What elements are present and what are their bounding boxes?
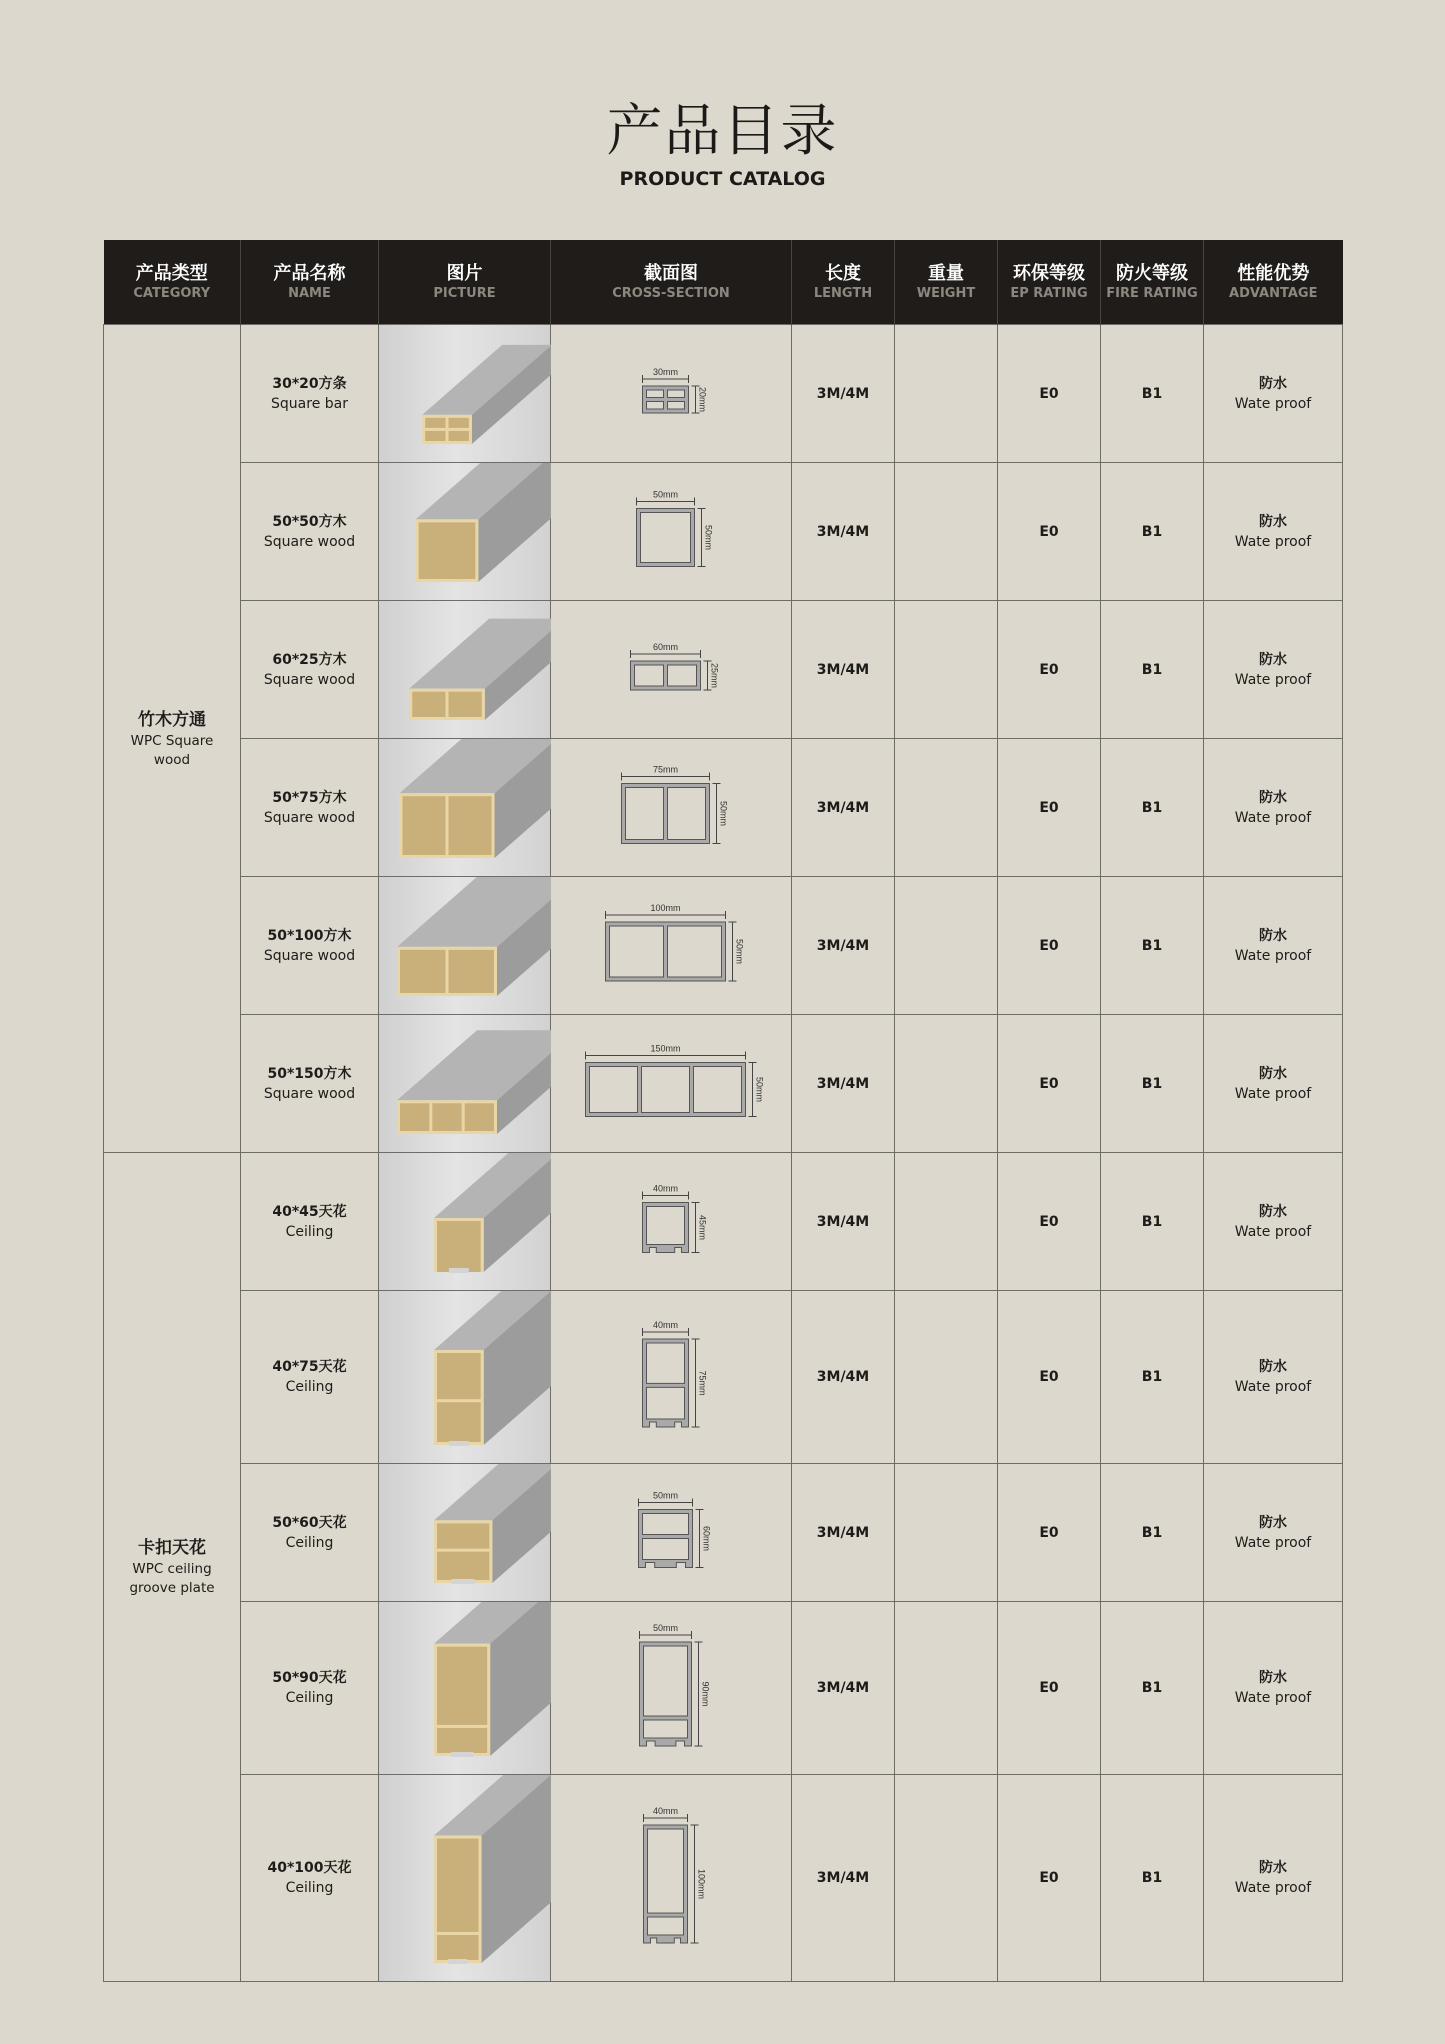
cross-section-cell bbox=[551, 1153, 792, 1291]
advantage-en: Wate proof bbox=[1234, 395, 1312, 412]
product-name-en: Ceiling bbox=[285, 1690, 334, 1706]
height-dimension-label: 50mm bbox=[718, 800, 729, 827]
advantage-cn: 防水 bbox=[1259, 1514, 1287, 1531]
advantage-cn: 防水 bbox=[1259, 513, 1287, 530]
weight-cell bbox=[895, 601, 998, 739]
product-name-cell bbox=[241, 463, 379, 601]
table-row bbox=[104, 1464, 1343, 1602]
length-cell bbox=[792, 325, 895, 463]
height-dimension-label: 50mm bbox=[703, 524, 714, 551]
weight-cell bbox=[895, 877, 998, 1015]
category-cell bbox=[104, 325, 241, 1153]
ep-rating-cell bbox=[998, 739, 1101, 877]
width-dimension-label: 50mm bbox=[652, 1623, 679, 1633]
category-name-cn: 竹木方通 bbox=[138, 709, 206, 730]
advantage-cn: 防水 bbox=[1259, 1203, 1287, 1220]
product-name-cn: 50*100方木 bbox=[267, 927, 352, 944]
header-cross-section: 截面图 CROSS-SECTION bbox=[551, 240, 792, 325]
ep-rating-cell bbox=[998, 1015, 1101, 1153]
fire-rating-cell bbox=[1101, 1291, 1204, 1464]
product-name-cn: 60*25方木 bbox=[272, 651, 347, 668]
fire-rating-cell bbox=[1101, 1153, 1204, 1291]
table-row bbox=[104, 877, 1343, 1015]
advantage-cn: 防水 bbox=[1259, 1860, 1287, 1876]
picture-cell bbox=[379, 1464, 551, 1602]
width-dimension-label: 50mm bbox=[652, 1490, 679, 1501]
product-name-cell bbox=[241, 1775, 379, 1982]
advantage-en: Wate proof bbox=[1234, 947, 1312, 964]
advantage-en: Wate proof bbox=[1234, 1534, 1312, 1551]
ep-rating-cell bbox=[998, 1464, 1101, 1602]
length-cell bbox=[792, 1291, 895, 1464]
product-name-en: Square wood bbox=[263, 671, 356, 688]
length-cell bbox=[792, 739, 895, 877]
picture-cell bbox=[379, 463, 551, 601]
advantage-en: Wate proof bbox=[1234, 1223, 1312, 1240]
category-name-en: WPC ceiling bbox=[132, 1561, 212, 1577]
product-photo bbox=[379, 325, 551, 462]
advantage-en: Wate proof bbox=[1234, 1379, 1312, 1395]
weight-cell bbox=[895, 1602, 998, 1775]
advantage-cell bbox=[1204, 1153, 1343, 1291]
length-value: 3M/4M bbox=[816, 661, 870, 678]
width-dimension-label: 40mm bbox=[652, 1806, 679, 1816]
advantage-cell bbox=[1204, 601, 1343, 739]
product-name-cn: 40*75天花 bbox=[272, 1359, 347, 1375]
width-dimension-label: 50mm bbox=[652, 489, 679, 500]
fire-rating-cell bbox=[1101, 325, 1204, 463]
product-name-en: Ceiling bbox=[285, 1880, 334, 1896]
advantage-cell bbox=[1204, 1291, 1343, 1464]
width-dimension-label: 30mm bbox=[652, 367, 679, 377]
ep-rating-value: E0 bbox=[1039, 1680, 1059, 1696]
product-photo bbox=[379, 739, 551, 876]
product-name-cell bbox=[241, 1153, 379, 1291]
weight-cell bbox=[895, 1464, 998, 1602]
advantage-en: Wate proof bbox=[1234, 1085, 1312, 1102]
weight-cell bbox=[895, 463, 998, 601]
length-value: 3M/4M bbox=[816, 937, 870, 954]
ep-rating-cell bbox=[998, 1153, 1101, 1291]
cross-section-cell bbox=[551, 1291, 792, 1464]
product-photo bbox=[379, 1291, 551, 1463]
product-photo bbox=[379, 1602, 551, 1774]
cross-section-cell bbox=[551, 1602, 792, 1775]
length-cell bbox=[792, 1153, 895, 1291]
product-name-cell bbox=[241, 1464, 379, 1602]
product-name-en: Square wood bbox=[263, 947, 356, 964]
product-name-cell bbox=[241, 877, 379, 1015]
advantage-en: Wate proof bbox=[1234, 809, 1312, 826]
fire-rating-value: B1 bbox=[1141, 385, 1163, 402]
advantage-en: Wate proof bbox=[1234, 671, 1312, 688]
weight-cell bbox=[895, 325, 998, 463]
product-name-en: Square bar bbox=[271, 395, 348, 412]
table-row bbox=[104, 739, 1343, 877]
header-category: 产品类型 CATEGORY bbox=[104, 240, 241, 325]
height-dimension-label: 45mm bbox=[697, 1214, 708, 1241]
width-dimension-label: 40mm bbox=[652, 1320, 679, 1330]
fire-rating-cell bbox=[1101, 1464, 1204, 1602]
category-cell bbox=[104, 1153, 241, 1982]
length-cell bbox=[792, 1015, 895, 1153]
ep-rating-value: E0 bbox=[1039, 937, 1059, 954]
length-cell bbox=[792, 1602, 895, 1775]
product-table bbox=[103, 240, 1343, 1982]
fire-rating-value: B1 bbox=[1141, 1213, 1163, 1230]
width-dimension-label: 100mm bbox=[650, 903, 681, 913]
table-row bbox=[104, 1015, 1343, 1153]
product-name-cell bbox=[241, 739, 379, 877]
fire-rating-cell bbox=[1101, 877, 1204, 1015]
ep-rating-value: E0 bbox=[1039, 1524, 1059, 1541]
fire-rating-cell bbox=[1101, 1775, 1204, 1982]
width-dimension-label: 150mm bbox=[650, 1043, 681, 1054]
product-photo bbox=[379, 1464, 551, 1601]
length-cell bbox=[792, 1775, 895, 1982]
product-name-cell bbox=[241, 601, 379, 739]
cross-section-drawing bbox=[551, 463, 792, 600]
page-title: 产品目录 bbox=[606, 99, 839, 164]
fire-rating-value: B1 bbox=[1141, 1524, 1163, 1541]
length-value: 3M/4M bbox=[816, 1524, 870, 1541]
ep-rating-cell bbox=[998, 325, 1101, 463]
height-dimension-label: 75mm bbox=[697, 1370, 708, 1396]
length-value: 3M/4M bbox=[816, 385, 870, 402]
width-dimension-label: 75mm bbox=[652, 764, 679, 775]
length-value: 3M/4M bbox=[816, 523, 870, 540]
cross-section-drawing bbox=[551, 1291, 792, 1463]
width-dimension-label: 40mm bbox=[652, 1183, 679, 1194]
product-name-en: Square wood bbox=[263, 533, 356, 550]
advantage-cn: 防水 bbox=[1259, 1359, 1287, 1375]
product-name-cn: 50*150方木 bbox=[267, 1065, 352, 1082]
advantage-cell bbox=[1204, 463, 1343, 601]
length-value: 3M/4M bbox=[816, 799, 870, 816]
table-row bbox=[104, 1153, 1343, 1291]
product-photo bbox=[379, 877, 551, 1014]
ep-rating-value: E0 bbox=[1039, 523, 1059, 540]
table-row bbox=[104, 601, 1343, 739]
weight-cell bbox=[895, 739, 998, 877]
picture-cell bbox=[379, 1015, 551, 1153]
cross-section-drawing bbox=[551, 739, 792, 876]
ep-rating-cell bbox=[998, 1291, 1101, 1464]
fire-rating-value: B1 bbox=[1141, 1870, 1163, 1886]
cross-section-cell bbox=[551, 1015, 792, 1153]
fire-rating-cell bbox=[1101, 1602, 1204, 1775]
table-row bbox=[104, 325, 1343, 463]
category-name-cn: 卡扣天花 bbox=[138, 1538, 206, 1558]
ep-rating-value: E0 bbox=[1039, 1213, 1059, 1230]
length-cell bbox=[792, 601, 895, 739]
advantage-cn: 防水 bbox=[1259, 789, 1287, 806]
product-name-cn: 50*50方木 bbox=[272, 513, 347, 530]
product-photo bbox=[379, 463, 551, 600]
height-dimension-label: 25mm bbox=[709, 662, 720, 689]
ep-rating-cell bbox=[998, 1602, 1101, 1775]
picture-cell bbox=[379, 601, 551, 739]
picture-cell bbox=[379, 739, 551, 877]
picture-cell bbox=[379, 1153, 551, 1291]
product-name-cn: 50*75方木 bbox=[272, 789, 347, 806]
product-photo bbox=[379, 1015, 551, 1152]
cross-section-cell bbox=[551, 1775, 792, 1982]
ep-rating-cell bbox=[998, 463, 1101, 601]
product-name-cell bbox=[241, 1602, 379, 1775]
advantage-cell bbox=[1204, 1464, 1343, 1602]
header-length: 长度 LENGTH bbox=[792, 240, 895, 325]
product-name-cn: 50*60天花 bbox=[272, 1514, 347, 1531]
cross-section-cell bbox=[551, 325, 792, 463]
length-cell bbox=[792, 877, 895, 1015]
advantage-en: Wate proof bbox=[1234, 1880, 1312, 1896]
ep-rating-value: E0 bbox=[1039, 799, 1059, 816]
ep-rating-cell bbox=[998, 877, 1101, 1015]
fire-rating-value: B1 bbox=[1141, 1680, 1163, 1696]
advantage-cell bbox=[1204, 739, 1343, 877]
advantage-cell bbox=[1204, 877, 1343, 1015]
picture-cell bbox=[379, 1291, 551, 1464]
ep-rating-cell bbox=[998, 1775, 1101, 1982]
category-name-en: WPC Square bbox=[130, 732, 214, 749]
cross-section-cell bbox=[551, 877, 792, 1015]
advantage-en: Wate proof bbox=[1234, 533, 1312, 550]
advantage-cell bbox=[1204, 1602, 1343, 1775]
length-cell bbox=[792, 463, 895, 601]
cross-section-drawing bbox=[551, 1015, 792, 1152]
fire-rating-cell bbox=[1101, 601, 1204, 739]
weight-cell bbox=[895, 1015, 998, 1153]
height-dimension-label: 50mm bbox=[754, 1076, 765, 1103]
advantage-cell bbox=[1204, 325, 1343, 463]
product-photo bbox=[379, 1153, 551, 1290]
advantage-cell bbox=[1204, 1775, 1343, 1982]
fire-rating-cell bbox=[1101, 739, 1204, 877]
length-value: 3M/4M bbox=[816, 1213, 870, 1230]
advantage-cn: 防水 bbox=[1259, 651, 1287, 668]
cross-section-drawing bbox=[551, 1775, 792, 1981]
height-dimension-label: 100mm bbox=[696, 1868, 707, 1900]
product-name-cn: 50*90天花 bbox=[272, 1670, 347, 1686]
length-cell bbox=[792, 1464, 895, 1602]
header-ep-rating: 环保等级 EP RATING bbox=[998, 240, 1101, 325]
fire-rating-cell bbox=[1101, 1015, 1204, 1153]
product-photo bbox=[379, 1775, 551, 1981]
product-name-cn: 40*100天花 bbox=[267, 1860, 352, 1876]
ep-rating-cell bbox=[998, 601, 1101, 739]
fire-rating-value: B1 bbox=[1141, 937, 1163, 954]
product-name-en: Ceiling bbox=[285, 1534, 334, 1551]
header-picture: 图片 PICTURE bbox=[379, 240, 551, 325]
table-header-row bbox=[104, 240, 1343, 325]
header-weight: 重量 WEIGHT bbox=[895, 240, 998, 325]
cross-section-drawing bbox=[551, 601, 792, 738]
ep-rating-value: E0 bbox=[1039, 1870, 1059, 1886]
ep-rating-value: E0 bbox=[1039, 1075, 1059, 1092]
cross-section-drawing bbox=[551, 1464, 792, 1601]
cross-section-cell bbox=[551, 739, 792, 877]
height-dimension-label: 60mm bbox=[701, 1525, 712, 1552]
product-name-cn: 30*20方条 bbox=[272, 375, 347, 392]
product-name-en: Ceiling bbox=[285, 1379, 334, 1395]
cross-section-drawing bbox=[551, 877, 792, 1014]
table-row bbox=[104, 1602, 1343, 1775]
picture-cell bbox=[379, 877, 551, 1015]
ep-rating-value: E0 bbox=[1039, 385, 1059, 402]
weight-cell bbox=[895, 1291, 998, 1464]
product-name-cell bbox=[241, 1015, 379, 1153]
length-value: 3M/4M bbox=[816, 1075, 870, 1092]
height-dimension-label: 90mm bbox=[700, 1681, 711, 1707]
advantage-cn: 防水 bbox=[1259, 375, 1287, 392]
width-dimension-label: 60mm bbox=[652, 642, 679, 652]
fire-rating-value: B1 bbox=[1141, 523, 1163, 540]
product-name-en: Square wood bbox=[263, 809, 356, 826]
weight-cell bbox=[895, 1153, 998, 1291]
advantage-cell bbox=[1204, 1015, 1343, 1153]
product-name-en: Square wood bbox=[263, 1085, 356, 1102]
cross-section-drawing bbox=[551, 1602, 792, 1774]
advantage-cn: 防水 bbox=[1259, 1065, 1287, 1082]
picture-cell bbox=[379, 1775, 551, 1982]
cross-section-cell bbox=[551, 463, 792, 601]
advantage-cn: 防水 bbox=[1259, 927, 1287, 944]
height-dimension-label: 20mm bbox=[697, 386, 708, 413]
picture-cell bbox=[379, 325, 551, 463]
product-name-cell bbox=[241, 325, 379, 463]
fire-rating-cell bbox=[1101, 463, 1204, 601]
product-name-en: Ceiling bbox=[285, 1223, 334, 1240]
cross-section-cell bbox=[551, 601, 792, 739]
fire-rating-value: B1 bbox=[1141, 799, 1163, 816]
table-row bbox=[104, 1775, 1343, 1982]
ep-rating-value: E0 bbox=[1039, 1369, 1059, 1385]
page-subtitle: PRODUCT CATALOG bbox=[619, 168, 826, 190]
product-photo bbox=[379, 601, 551, 738]
header-advantage: 性能优势 ADVANTAGE bbox=[1204, 240, 1343, 325]
fire-rating-value: B1 bbox=[1141, 1075, 1163, 1092]
advantage-cn: 防水 bbox=[1259, 1670, 1287, 1686]
length-value: 3M/4M bbox=[816, 1680, 870, 1696]
cross-section-drawing bbox=[551, 1153, 792, 1290]
category-name-en: wood bbox=[153, 751, 191, 768]
header-name: 产品名称 NAME bbox=[241, 240, 379, 325]
ep-rating-value: E0 bbox=[1039, 661, 1059, 678]
advantage-en: Wate proof bbox=[1234, 1690, 1312, 1706]
table-row bbox=[104, 463, 1343, 601]
cross-section-drawing bbox=[551, 325, 792, 462]
fire-rating-value: B1 bbox=[1141, 661, 1163, 678]
length-value: 3M/4M bbox=[816, 1369, 870, 1385]
height-dimension-label: 50mm bbox=[734, 938, 745, 965]
category-name-en: groove plate bbox=[129, 1580, 215, 1596]
picture-cell bbox=[379, 1602, 551, 1775]
weight-cell bbox=[895, 1775, 998, 1982]
cross-section-cell bbox=[551, 1464, 792, 1602]
header-fire-rating: 防火等级 FIRE RATING bbox=[1101, 240, 1204, 325]
product-name-cn: 40*45天花 bbox=[272, 1203, 347, 1220]
product-name-cell bbox=[241, 1291, 379, 1464]
fire-rating-value: B1 bbox=[1141, 1369, 1163, 1385]
table-row bbox=[104, 1291, 1343, 1464]
length-value: 3M/4M bbox=[816, 1870, 870, 1886]
